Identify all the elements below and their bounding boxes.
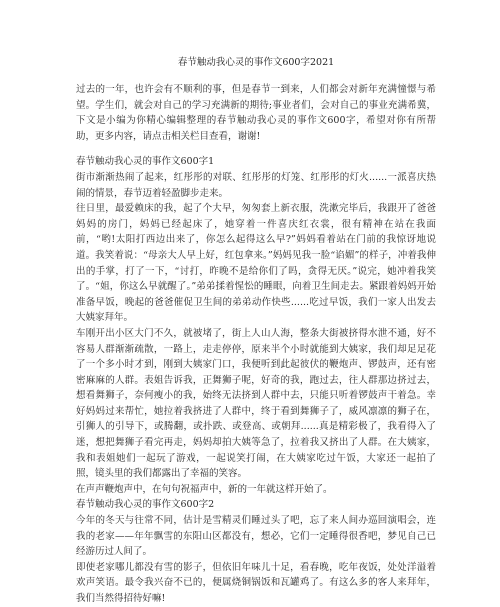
section-2-heading: 春节触动我心灵的事作文600字2: [76, 499, 215, 511]
section-1-paragraph-1: 街市渐渐热闹了起来，红彤彤的对联、红彤彤的灯笼、红彤彤的灯火......一派喜庆热闹的情景，春节迈着轻盈脚步走来。: [76, 171, 436, 199]
section-1: [76, 154, 436, 497]
intro-paragraph: 过去的一年，也许会有不顺利的事，但是春节一到来，人们都会对新年充满憧憬与希望。学生们，就会对自己的学习充满新的期待;事业者们，会对自己的事业充满希冀，下文是小编为你精心编辑整理的春节触动我心灵的事作文600字，希望对你有所帮助，更多内容，请点击相关栏目查看，谢谢!: [76, 84, 436, 142]
section-2-paragraph-2: 即使老家哪儿都没有雪的影子，但依旧年味儿十足，看春晚，吃年夜饭，处处洋溢着欢声笑语。最令我兴奋不已的，便属烧铜锅饭和瓦罐鸡了。有这么多的客人来拜年，我们当然得招待好嘛!: [76, 561, 436, 604]
document-title: 春节触动我心灵的事作文600字2021: [177, 57, 335, 68]
section-2: [76, 497, 436, 606]
section-1-heading: 春节触动我心灵的事作文600字1: [76, 156, 215, 168]
section-gap: [76, 144, 436, 154]
section-1-paragraph-4: 在声声鞭炮声中，在句句祝福声中，新的一年就这样开始了。: [76, 483, 333, 495]
section-1-paragraph-3: 车刚开出小区大门不久，就被堵了，街上人山人海，整条大街被挤得水泄不通，好不容易人群渐渐疏散，一路上，走走停停，原来半个小时就能到大姨家，我们却足足花了一个多小时才到，刚到大姨家门口，我便听到此起彼伏的鞭炮声、锣鼓声，还有密密麻麻的人群。表姐告诉我，正舞狮子呢，好奇的我，跑过去，往人群那边挤过去，想看舞狮子，奈何瘦小的我，始终无法挤到人群中去，只能只听着锣鼓声干着急。幸好妈妈过来帮忙，她拉着我挤进了人群中，终于看到舞狮子了，威风凛凛的狮子在，引狮人的引导下，或腾翻，或扑跌、或登高、或朝拜......真是精彩极了，我看得入了迷，想把舞狮子看完再走，妈妈却拍大姨等急了，拉着我又挤出了人群。在大姨家，我和表姐她们一起玩了游戏，一起说笑打闹，在大姨家吃过午饭，大家还一起拍了照，镜头里的我们都露出了幸福的笑容。: [76, 327, 436, 480]
document-page: [76, 56, 436, 607]
section-2-paragraph-1: 今年的冬天与往常不同，估计是雪精灵们睡过头了吧，忘了来人间办巡回演唱会，连我的老家——年年飘雪的东阳山区都没有，想必，它们一定睡得很香吧，梦见自己已经游历过人间了。: [76, 515, 436, 558]
section-1-paragraph-2: 往日里，最爱赖床的我，起了个大早，匆匆套上新衣服，洗漱完毕后，我跟开了爸爸妈妈的房门，妈妈已经起床了，她穿着一件喜庆红衣裳，很有精神在站在我面前，“哟!太阳打西边出来了，你怎么起得这么早?”妈妈看着站在门前的我惊讶地说道。我笑着说：“母亲大人早上好，红包拿来。”妈妈见我一脸“谄媚”的样子，冲着我伸出的手掌，打了一下，“讨打，昨晚不是给你们了吗，贪得无厌。”说完，她冲着我笑了。“姐，你这么早就醒了。”弟弟揉着惺忪的睡眼，向着卫生间走去。紧跟着妈妈开始准备早饭，晚起的爸爸催促卫生间的弟弟动作快些......吃过早饭，我们一家人出发去大姨家拜年。: [76, 203, 436, 324]
